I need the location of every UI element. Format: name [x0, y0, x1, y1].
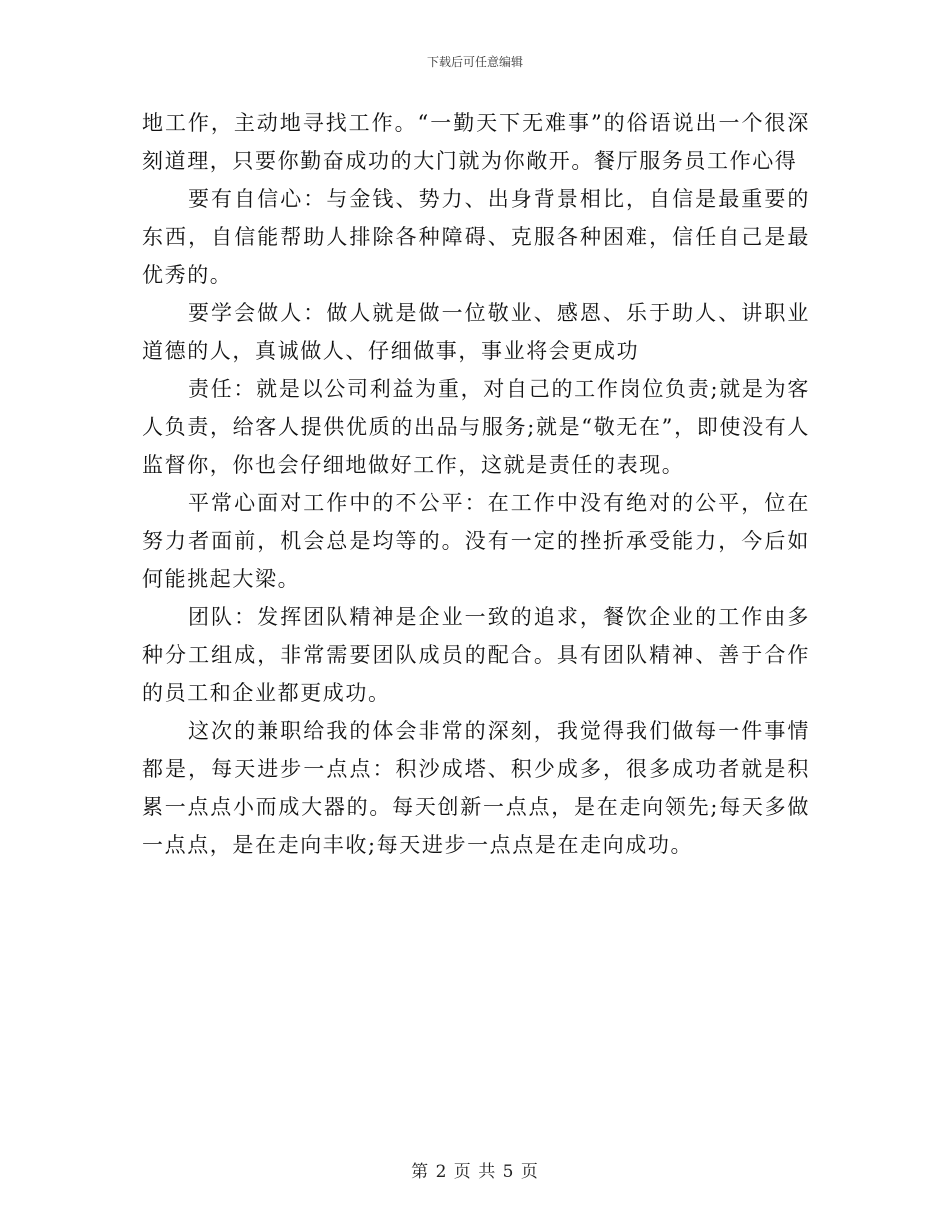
paragraph-4: 责任：就是以公司利益为重，对自己的工作岗位负责;就是为客人负责，给客人提供优质的出品与服务;就是“敬无在”，即使没有人监督你，你也会仔细地做好工作，这就是责任的表现。: [142, 377, 810, 477]
page-footer: 第 2 页 共 5 页: [411, 1162, 539, 1182]
paragraph-7: 这次的兼职给我的体会非常的深刻，我觉得我们做每一件事情都是，每天进步一点点：积沙成塔、积少成多，很多成功者就是积累一点点小而成大器的。每天创新一点点，是在走向领先;每天多做一点点，是在走向丰收;每天进步一点点是在走向成功。: [142, 719, 810, 857]
paragraph-3: 要学会做人：做人就是做一位敬业、感恩、乐于助人、讲职业道德的人，真诚做人、仔细做事，事业将会更成功: [142, 301, 810, 363]
page-header: 下载后可任意编辑: [426, 55, 523, 69]
paragraph-1: 地工作，主动地寻找工作。“一勤天下无难事”的俗语说出一个很深刻道理，只要你勤奋成功的大门就为你敞开。餐厅服务员工作心得: [142, 111, 810, 173]
paragraph-6: 团队：发挥团队精神是企业一致的追求，餐饮企业的工作由多种分工组成，非常需要团队成员的配合。具有团队精神、善于合作的员工和企业都更成功。: [142, 605, 810, 705]
document-body: [142, 104, 810, 864]
paragraph-5: 平常心面对工作中的不公平：在工作中没有绝对的公平，位在努力者面前，机会总是均等的。没有一定的挫折承受能力，今后如何能挑起大梁。: [142, 491, 810, 591]
paragraph-2: 要有自信心：与金钱、势力、出身背景相比，自信是最重要的东西，自信能帮助人排除各种障碍、克服各种困难，信任自己是最优秀的。: [142, 187, 810, 287]
